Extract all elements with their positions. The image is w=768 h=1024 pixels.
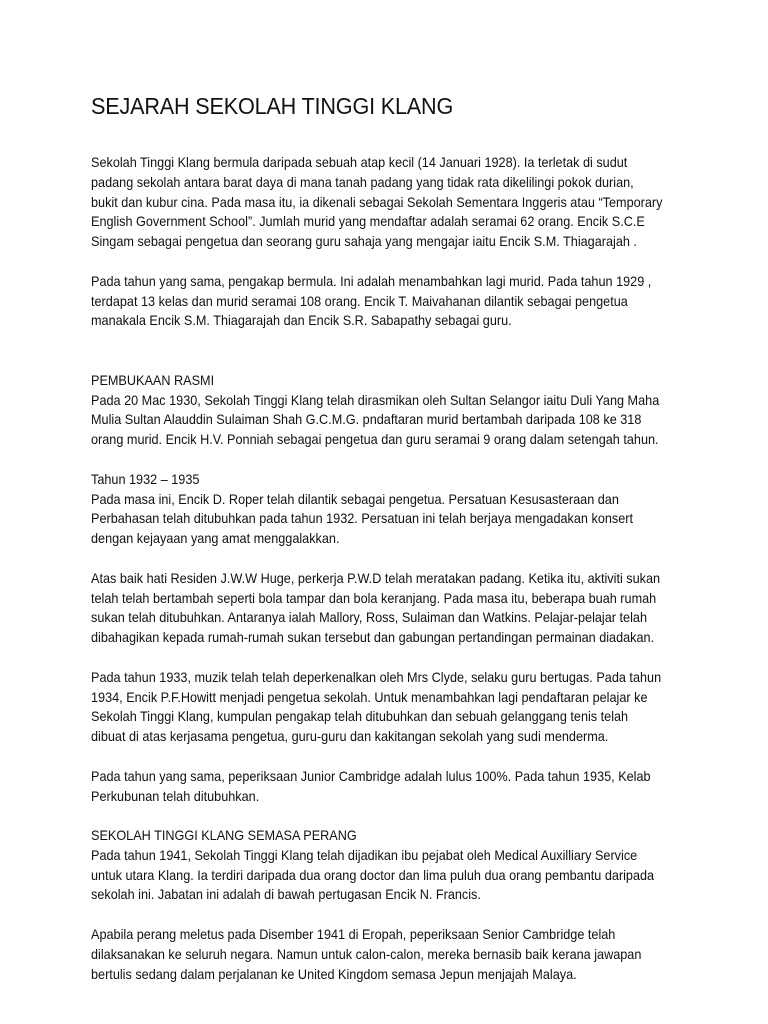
text-line: dibahagikan kepada rumah-rumah sukan tersebut dan gabungan pertandingan permainan diadakan. [91, 630, 655, 646]
text-line: telah telah bertambah seperti bola tampar dan bola keranjang. Pada masa itu, beberapa buah rumah [91, 590, 657, 606]
text-line: English Government School”. Jumlah murid yang mendaftar adalah seramai 62 orang. Encik S.C.E [91, 214, 645, 230]
text-line: terdapat 13 kelas dan murid seramai 108 orang. Encik T. Maivahanan dilantik sebagai pengetua [91, 293, 628, 309]
paragraph-senior-cambridge [91, 925, 691, 984]
text-line: Sekolah Tinggi Klang, kumpulan pengakap telah ditubuhkan dan sebuah gelanggang tenis telah [91, 709, 629, 725]
text-line: Pada masa ini, Encik D. Roper telah dilantik sebagai pengetua. Persatuan Kesusasteraan dan [91, 491, 619, 507]
text-line: untuk utara Klang. Ia terdiri daripada dua orang doctor dan lima puluh dua orang pembantu daripada [91, 867, 655, 883]
text-line: Mulia Sultan Alauddin Sulaiman Shah G.C.M.G. pndaftaran murid bertambah daripada 108 ke 318 [91, 412, 642, 428]
section-during-war [91, 826, 691, 905]
text-line: orang murid. Encik H.V. Ponniah sebagai pengetua dan guru seramai 9 orang dalam setengah tahun. [91, 432, 659, 448]
paragraph-sports-houses [91, 569, 691, 648]
text-line: sekolah ini. Jabatan ini adalah di bawah pertugasan Encik N. Francis. [91, 887, 481, 903]
paragraph-scouts [91, 272, 691, 331]
text-line: Pada tahun yang sama, pengakap bermula. Ini adalah menambahkan lagi murid. Pada tahun 1929 , [91, 273, 652, 289]
text-line: padang sekolah antara barat daya di mana tanah padang yang tidak rata dikelilingi pokok durian, [91, 174, 634, 190]
document-title: SEJARAH SEKOLAH TINGGI KLANG [91, 93, 454, 119]
text-line: Perbahasan telah ditubuhkan pada tahun 1932. Persatuan ini telah berjaya mengadakan konsert [91, 511, 634, 527]
text-line: bukit dan kubur cina. Pada masa itu, ia dikenali sebagai Sekolah Sementara Inggeris atau “Temporary [91, 194, 663, 210]
text-line: Atas baik hati Residen J.W.W Huge, perkerja P.W.D telah meratakan padang. Ketika itu, aktiviti sukan [91, 570, 661, 586]
section-official-opening [91, 371, 691, 450]
text-line: 1934, Encik P.F.Howitt menjadi pengetua sekolah. Untuk menambahkan lagi pendaftaran pelajar ke [91, 689, 648, 705]
paragraph-junior-cambridge [91, 767, 691, 807]
document-page [91, 88, 691, 984]
text-line: bertulis sedang dalam perjalanan ke United Kingdom semasa Jepun menjajah Malaya. [91, 966, 577, 982]
text-line: Pada 20 Mac 1930, Sekolah Tinggi Klang telah dirasmikan oleh Sultan Selangor iaitu Duli Yang Maha [91, 392, 660, 408]
section-heading: PEMBUKAAN RASMI [91, 372, 215, 388]
text-line: Pada tahun 1933, muzik telah telah deperkenalkan oleh Mrs Clyde, selaku guru bertugas. Pada tahun [91, 669, 662, 685]
text-line: sukan telah ditubuhkan. Antaranya ialah Mallory, Ross, Sulaiman dan Watkins. Pelajar-pelajar telah [91, 610, 647, 626]
text-line: Sekolah Tinggi Klang bermula daripada sebuah atap kecil (14 Januari 1928). Ia terletak di sudut [91, 155, 628, 170]
section-1932-1935 [91, 470, 691, 549]
text-line: dilaksanakan ke seluruh negara. Namun untuk calon-calon, mereka bernasib baik kerana jawapan [91, 946, 642, 962]
text-line: dengan kejayaan yang amat menggalakkan. [91, 531, 340, 547]
paragraph-intro [91, 153, 691, 252]
section-heading: SEKOLAH TINGGI KLANG SEMASA PERANG [91, 828, 357, 844]
text-line: Perkubunan telah ditubuhkan. [91, 788, 260, 804]
text-line: manakala Encik S.M. Thiagarajah dan Encik S.R. Sabapathy sebagai guru. [91, 313, 512, 329]
text-line: Apabila perang meletus pada Disember 1941 di Eropah, peperiksaan Senior Cambridge telah [91, 927, 616, 943]
text-line: Pada tahun yang sama, peperiksaan Junior Cambridge adalah lulus 100%. Pada tahun 1935, Kelab [91, 768, 651, 784]
text-line: Singam sebagai pengetua dan seorang guru sahaja yang mengajar iaitu Encik S.M. Thiagarajah . [91, 234, 637, 250]
text-line: Pada tahun 1941, Sekolah Tinggi Klang telah dijadikan ibu pejabat oleh Medical Auxilliary Service [91, 847, 638, 863]
paragraph-music [91, 668, 691, 747]
section-heading: Tahun 1932 – 1935 [91, 471, 200, 487]
text-line: dibuat di atas kerjasama pengetua, guru-guru dan kakitangan sekolah yang sudi menderma. [91, 729, 609, 745]
